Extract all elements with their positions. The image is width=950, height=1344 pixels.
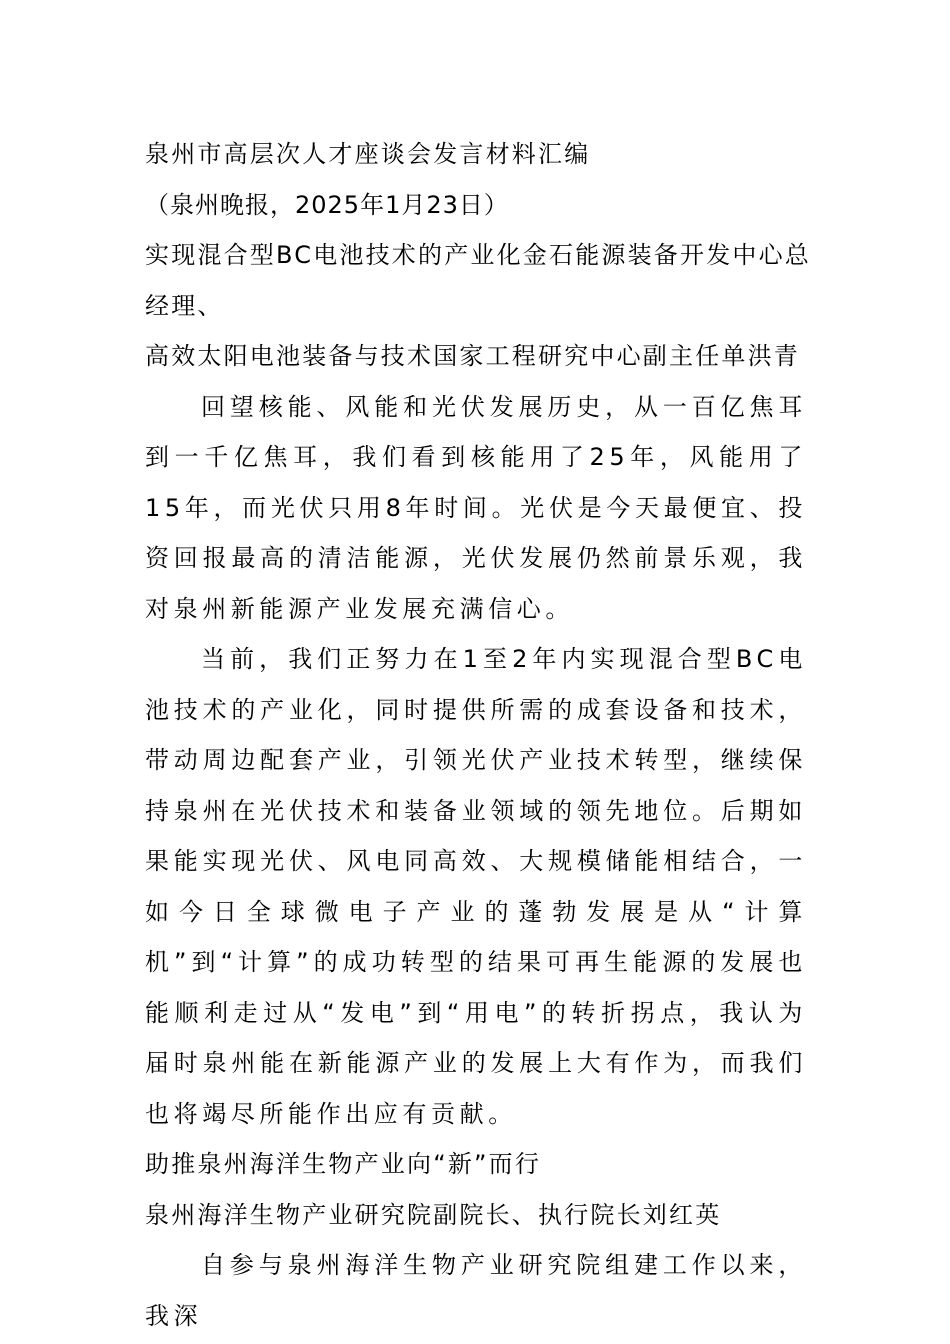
- section-2-speaker: 泉州海洋生物产业研究院副院长、执行院长刘红英: [145, 1200, 722, 1229]
- section-1-heading-continued: 经理、: [145, 291, 224, 320]
- section-2-paragraph-1: 自参与泉州海洋生物产业研究院组建工作以来，我深: [145, 1251, 807, 1330]
- document-source: （泉州晚报，2025年1月23日）: [145, 190, 509, 219]
- document-title: 泉州市高层次人才座谈会发言材料汇编: [145, 140, 591, 168]
- section-1-heading: 实现混合型BC电池技术的产业化金石能源装备开发中心总: [145, 241, 811, 269]
- section-1-paragraph-1: 回望核能、风能和光伏发展历史，从一百亿焦耳到一千亿焦耳，我们看到核能用了25年，风能用了15年，而光伏只用8年时间。光伏是今天最便宜、投资回报最高的清洁能源，光伏发展仍然前景乐观，我对泉州新能源产业发展充满信心。: [145, 392, 807, 623]
- document-page: [145, 129, 811, 1341]
- section-1-paragraph-2: 当前，我们正努力在1至2年内实现混合型BC电池技术的产业化，同时提供所需的成套设备和技术，带动周边配套产业，引领光伏产业技术转型，继续保持泉州在光伏技术和装备业领域的领先地位。后期如果能实现光伏、风电同高效、大规模储能相结合，一如今日全球微电子产业的蓬勃发展是从“计算机”到“计算”的成功转型的结果可再生能源的发展也能顺利走过从“发电”到“用电”的转折拐点，我认为届时泉州能在新能源产业的发展上大有作为，而我们也将竭尽所能作出应有贡献。: [145, 645, 807, 1128]
- section-2-heading: 助推泉州海洋生物产业向“新”而行: [145, 1150, 542, 1178]
- section-1-speaker: 高效太阳电池装备与技术国家工程研究中心副主任单洪青: [145, 342, 800, 370]
